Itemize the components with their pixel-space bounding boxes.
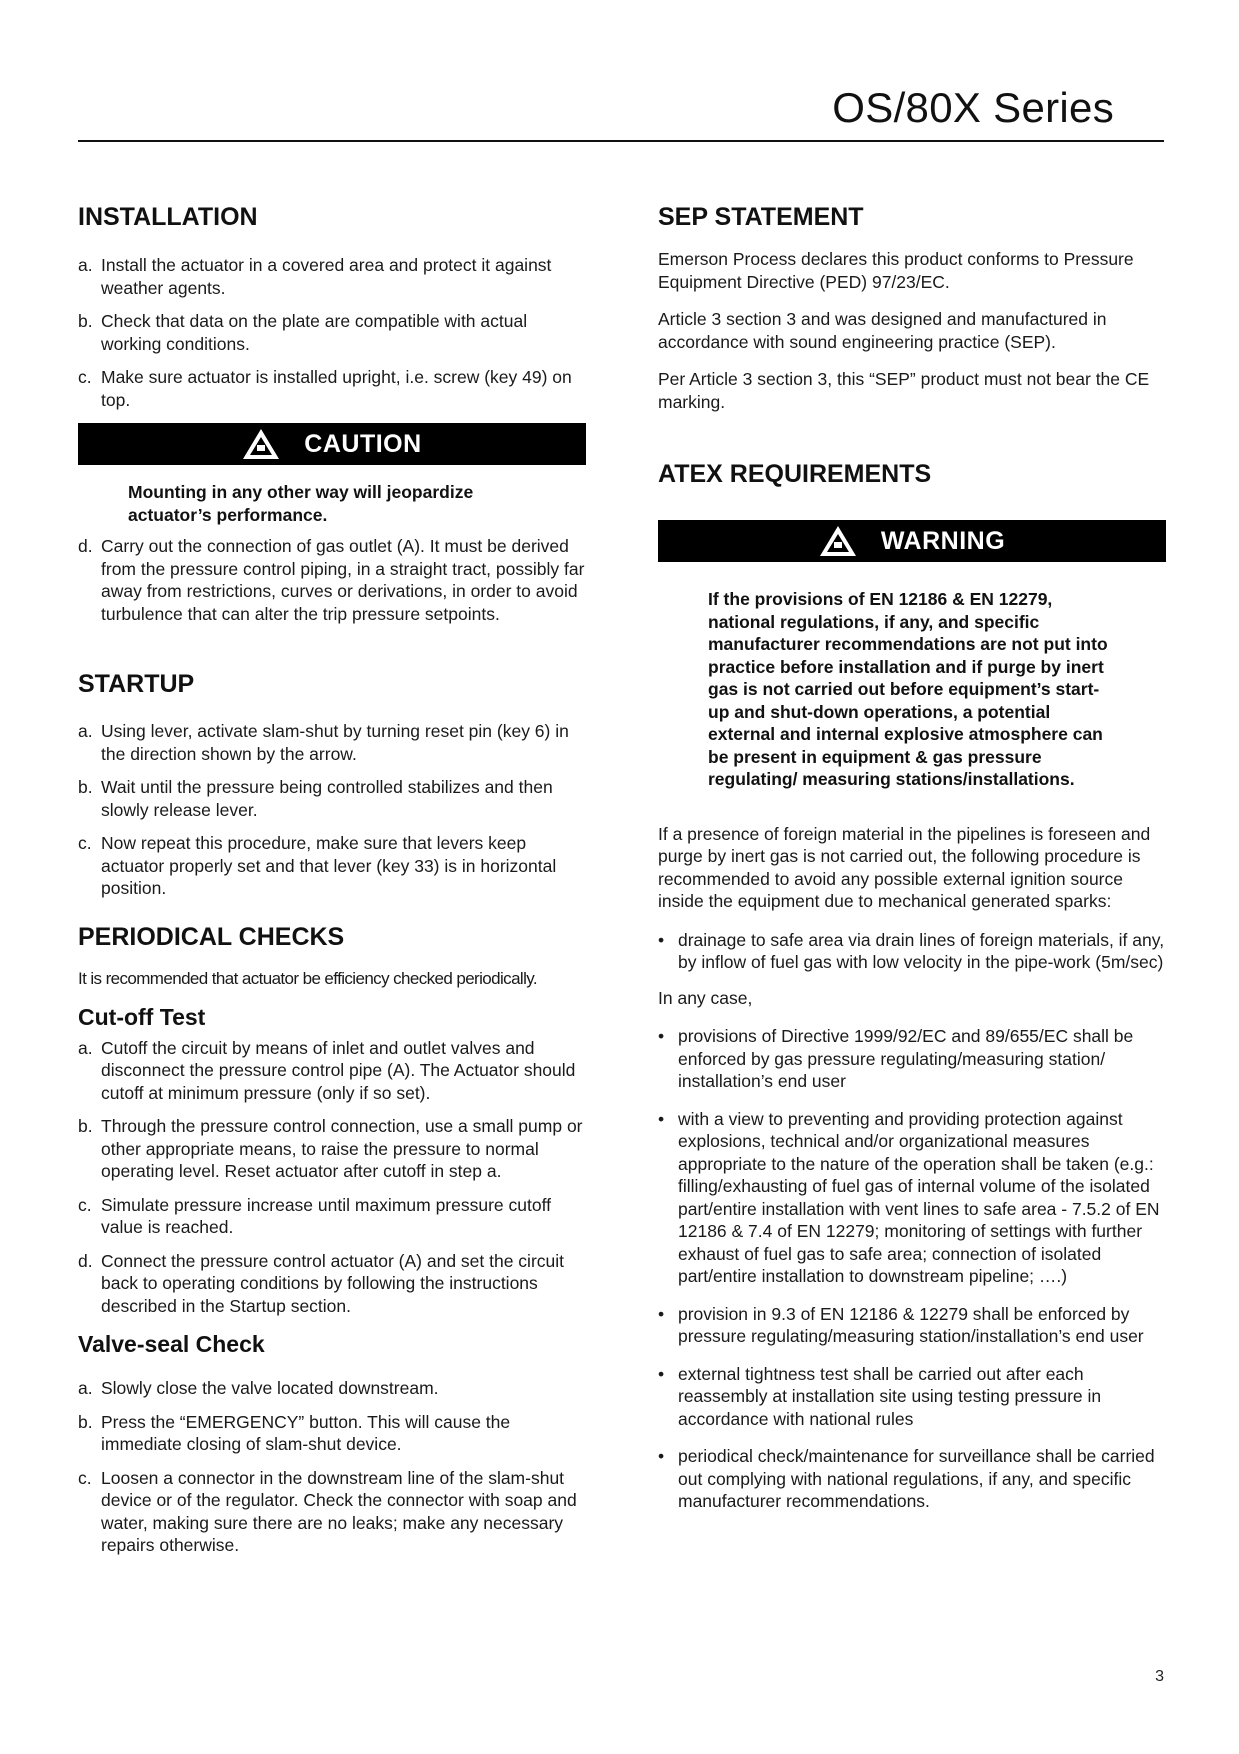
list-item — [78, 1250, 586, 1318]
atex-bullet-list — [658, 929, 1166, 974]
list-item — [78, 1037, 586, 1105]
left-column — [78, 200, 586, 1557]
list-item-text: Check that data on the plate are compatible with actual working conditions. — [101, 311, 528, 354]
list-marker: b. — [78, 777, 93, 797]
list-item — [78, 720, 586, 765]
bullet-marker: • — [658, 1303, 665, 1324]
list-item — [78, 1467, 586, 1557]
list-item — [658, 929, 1166, 974]
bullet-marker: • — [658, 1026, 665, 1046]
list-item — [658, 1303, 1166, 1348]
atex-requirements-heading: ATEX REQUIREMENTS — [658, 460, 932, 488]
list-item-text: Connect the pressure control actuator (A) and set the circuit back to operating conditions by following the instructions described in the Startup section. — [101, 1250, 565, 1316]
list-item-text: Using lever, activate slam-shut by turning reset pin (key 6) in the direction shown by the arrow. — [101, 721, 569, 764]
page-number: 3 — [1155, 1668, 1164, 1685]
sep-paragraph: Article 3 section 3 and was designed and manufactured in accordance with sound engineering practice (SEP). — [658, 309, 1107, 352]
list-marker: b. — [78, 1411, 93, 1432]
bullet-marker: • — [658, 1363, 665, 1384]
list-item — [78, 310, 586, 355]
cutoff-test-list — [78, 1037, 586, 1318]
list-marker: d. — [78, 536, 93, 556]
list-item — [78, 1194, 586, 1239]
list-item-text: Simulate pressure increase until maximum pressure cutoff value is reached. — [101, 1194, 552, 1237]
list-item-text: Now repeat this procedure, make sure that levers keep actuator properly set and that lever (key 33) is in horizontal position. — [101, 833, 557, 898]
valve-seal-list — [78, 1377, 586, 1557]
list-item — [658, 1363, 1166, 1431]
list-item — [78, 535, 586, 625]
sep-statement-heading: SEP STATEMENT — [658, 203, 864, 231]
valve-seal-check-heading: Valve-seal Check — [78, 1331, 265, 1357]
series-title: OS/80X Series — [832, 84, 1114, 131]
list-item-text: Carry out the connection of gas outlet (A). It must be derived from the pressure control piping, in a straight tract, possibly far away from restrictions, curves or derivations, in order to avoid turbulence that can alter the trip pressure setpoints. — [101, 536, 585, 624]
list-item — [78, 254, 586, 299]
list-item — [78, 366, 586, 411]
list-item-text: drainage to safe area via drain lines of foreign materials, if any, by inflow of fuel gas with low velocity in the pipe-work (5m/sec) — [678, 929, 1165, 972]
list-item-text: Press the “EMERGENCY” button. This will cause the immediate closing of slam-shut device. — [101, 1411, 511, 1454]
list-item-text: Through the pressure control connection, use a small pump or other appropriate means, to raise the pressure to normal operating level. Reset actuator after cutoff in step a. — [101, 1116, 583, 1181]
startup-list — [78, 720, 586, 900]
list-marker: b. — [78, 311, 93, 331]
list-item-text: Make sure actuator is installed upright, i.e. screw (key 49) on top. — [101, 367, 572, 410]
list-marker: a. — [78, 1378, 93, 1398]
warning-triangle-icon — [242, 428, 280, 460]
right-column — [658, 200, 1166, 1513]
list-item-text: Install the actuator in a covered area and protect it against weather agents. — [101, 255, 552, 298]
atex-intro: If a presence of foreign material in the pipelines is foreseen and purge by inert gas is not carried out, the following procedure is recommended to avoid any possible external ignition source inside the equipment due to mechanical generated sparks: — [658, 823, 1151, 911]
list-item-text: Slowly close the valve located downstream. — [101, 1378, 439, 1398]
list-item-text: external tightness test shall be carried out after each reassembly at installation site using testing pressure in accordance with national rules — [678, 1363, 1102, 1429]
list-item-text: provisions of Directive 1999/92/EC and 89/655/EC shall be enforced by gas pressure regulating/measuring station/ installation’s end user — [678, 1026, 1134, 1091]
list-marker: c. — [78, 1467, 92, 1488]
list-marker: a. — [78, 721, 93, 741]
list-marker: a. — [78, 1037, 93, 1058]
list-marker: c. — [78, 1194, 92, 1215]
warning-text: If the provisions of EN 12186 & EN 12279, national regulations, if any, and specific manufacturer recommendations are not put into practice before installation and if purge by inert gas is not carried out before equipment’s start-up and shut-down operations, a potential external and internal explosive atmosphere can be present in equipment & gas pressure regulating/ measuring stations/installations. — [708, 589, 1108, 789]
bullet-marker: • — [658, 1108, 665, 1129]
caution-label: CAUTION — [304, 429, 422, 458]
sep-paragraph: Emerson Process declares this product conforms to Pressure Equipment Directive (PED) 97/23/EC. — [658, 249, 1134, 292]
warning-banner — [658, 520, 1166, 562]
list-item — [658, 1108, 1166, 1288]
list-item — [78, 832, 586, 900]
periodical-note: It is recommended that actuator be efficiency checked periodically. — [78, 968, 538, 988]
installation-heading: INSTALLATION — [78, 203, 258, 231]
cutoff-test-heading: Cut-off Test — [78, 1003, 206, 1030]
list-item — [78, 1377, 586, 1400]
sep-paragraph: Per Article 3 section 3, this “SEP” product must not bear the CE marking. — [658, 369, 1150, 412]
caution-text: Mounting in any other way will jeopardize actuator’s performance. — [128, 482, 474, 525]
list-item — [658, 1025, 1166, 1093]
list-item-text: with a view to preventing and providing protection against explosions, technical and/or organizational measures appropriate to the nature of the operation shall be taken (e.g.: filling/exhausting of fuel gas of internal volume of the isolated part/entire installation with vent lines to safe area - 7.5.2 of EN 12186 & 7.4 of EN 12279; monitoring of settings with further exhaust of fuel gas to safe area; connection of isolated part/entire installation to downstream pipeline; ….) — [678, 1108, 1160, 1286]
list-item — [78, 1115, 586, 1183]
list-item-text: Loosen a connector in the downstream line of the slam-shut device or of the regulator. Check the connector with soap and water, making sure there are no leaks; make any necessary repairs otherwise. — [101, 1467, 577, 1555]
list-item-text: Wait until the pressure being controlled stabilizes and then slowly release lever. — [101, 777, 553, 820]
list-item — [78, 1411, 586, 1456]
header-rule — [78, 140, 1164, 142]
list-marker: c. — [78, 367, 92, 387]
installation-list — [78, 254, 586, 411]
list-item-text: provision in 9.3 of EN 12186 & 12279 shall be enforced by pressure regulating/measuring station/installation’s end user — [678, 1303, 1144, 1346]
list-marker: b. — [78, 1116, 93, 1136]
bullet-marker: • — [658, 929, 665, 950]
list-marker: a. — [78, 255, 93, 275]
warning-label: WARNING — [880, 526, 1006, 555]
caution-banner — [78, 423, 586, 465]
list-item — [78, 776, 586, 821]
in-any-case-text: In any case, — [658, 987, 753, 1008]
bullet-marker: • — [658, 1446, 665, 1466]
list-marker: d. — [78, 1250, 93, 1271]
list-item-text: Cutoff the circuit by means of inlet and outlet valves and disconnect the pressure control pipe (A). The Actuator should cutoff at minimum pressure (only if so set). — [101, 1037, 576, 1103]
installation-list-continued — [78, 535, 586, 625]
warning-triangle-icon — [819, 525, 857, 557]
list-item-text: periodical check/maintenance for surveillance shall be carried out complying with national regulations, if any, and specific manufacturer recommendations. — [678, 1446, 1155, 1511]
periodical-checks-heading: PERIODICAL CHECKS — [78, 922, 345, 951]
atex-provisions-list — [658, 1025, 1166, 1513]
startup-heading: STARTUP — [78, 670, 195, 698]
list-marker: c. — [78, 833, 92, 853]
list-item — [658, 1445, 1166, 1513]
